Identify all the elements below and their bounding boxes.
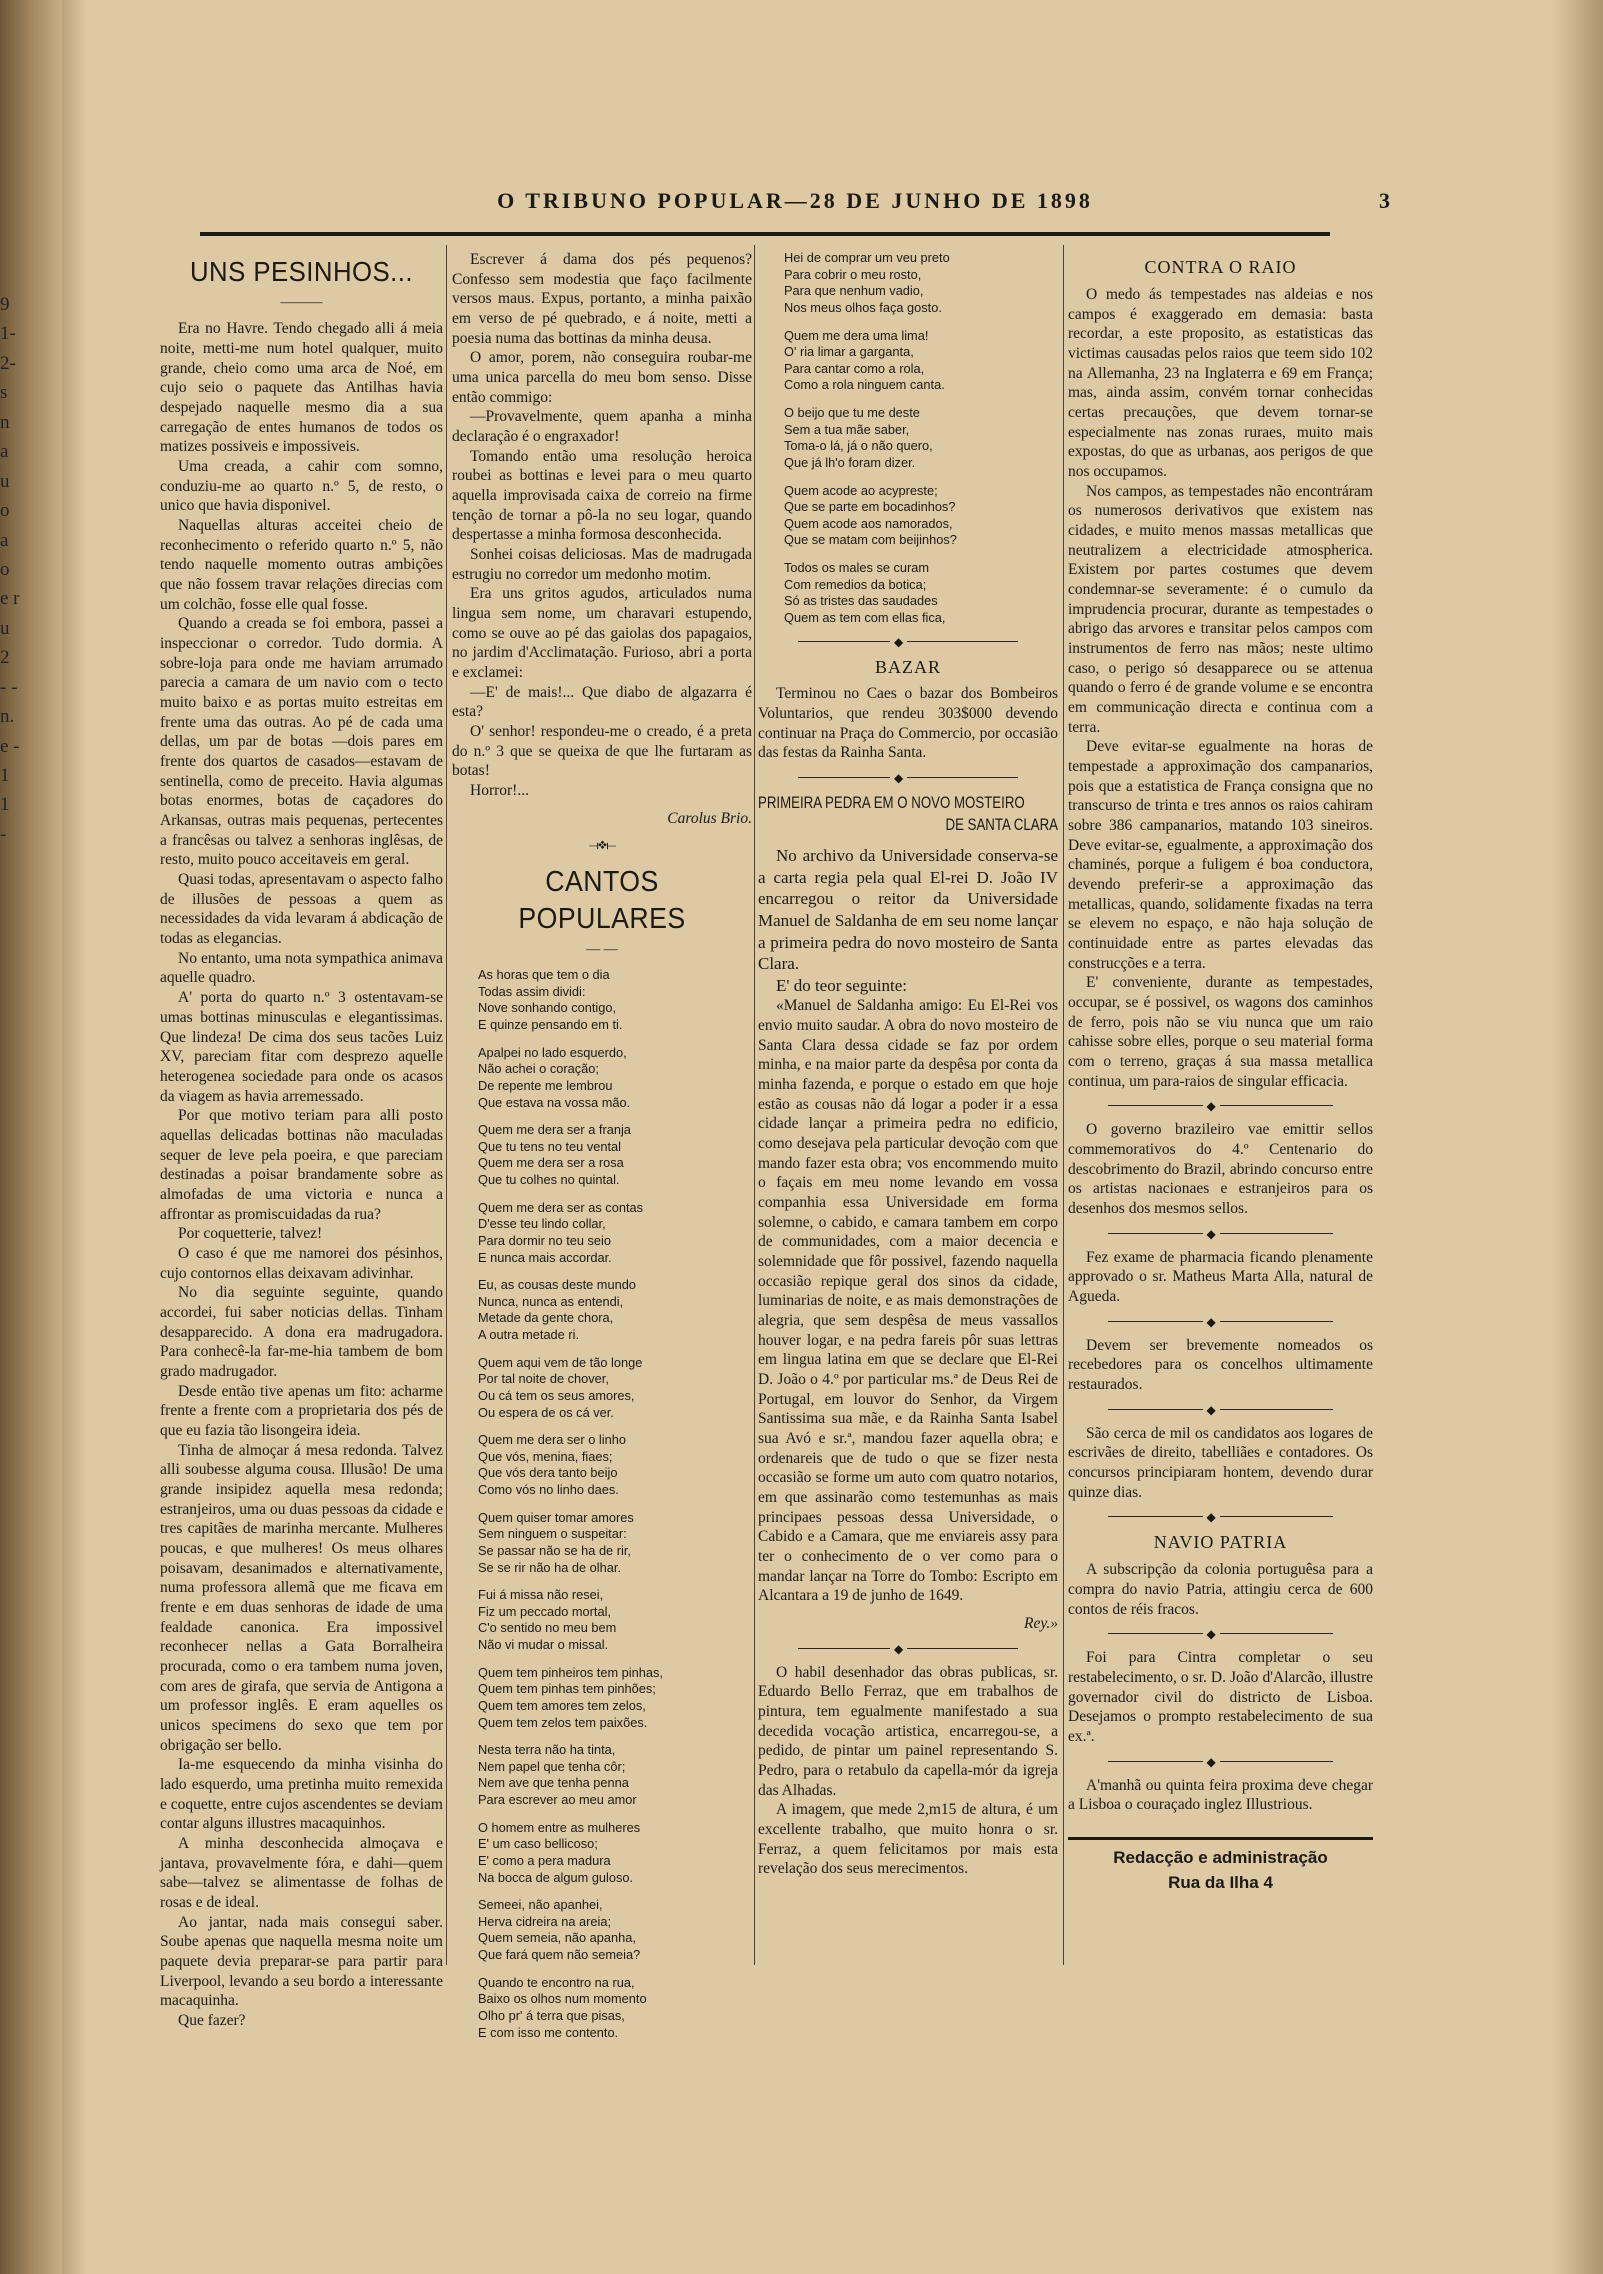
verse-line: Sem a tua mãe saber, [784,421,910,437]
ornament-rule [1108,1402,1333,1417]
verse-block [452,967,752,2041]
verse-line: Herva cidreira na areia; [478,1913,612,1929]
paragraph: Quando a creada se foi embora, passei a inspeccionar o corredor. Tudo dormia. A sobre-loja para onde me haviam arrumado parecia a camara de um navio com o tecto muito baixo e as portas muito estreitas em frente uma das outras. Ao pé de cada uma dellas, um par de botas —dois pares em frente dos quartos de casados—estavam de sentinella, como de preceito. Havia algumas botas enormes, botas de caçadores do Arkansas, outras mais pequenas, pertecentes a francêsas ou talvez a senhoras inglêsas, de resto, muito pouco acceitaveis em geral. [160,615,443,869]
ornament-rule [1108,1226,1333,1241]
verse-block [758,250,1058,627]
verse-line: Quem me dera uma lima! [784,327,929,343]
verse-line: Que vós dera tanto beijo [478,1465,618,1481]
ornament-rule [798,634,1018,649]
verse-line: Baixo os olhos num momento [478,1991,647,2007]
paragraph: A minha desconhecida almoçava e jantava, provavelmente fóra, e dahi—quem sabe—talvez se alimentasse de folhas de rosas e de ideal. [160,1835,443,1912]
verse-line: Apalpei no lado esquerdo, [478,1044,627,1060]
paragraph: Terminou no Caes o bazar dos Bombeiros Voluntarios, que rendeu 303$000 devendo continuar na Praça do Commercio, por occasião das festas da Rainha Santa. [758,685,1058,762]
verse-line: Semeei, não apanhei, [478,1897,603,1913]
stanza [784,250,1058,317]
paragraph: A' porta do quarto n.º 3 ostentavam-se umas bottinas minusculas e elegantissimas. Que lindeza! De cima dos seus tacões Luiz XV, pareciam fitar com desprezo aquelle heterogenea sociedade para onde os acasos da viagem as havia arremessado. [160,989,443,1105]
verse-line: Para que nenhum vadio, [784,283,924,299]
section-title: CANTOS POPULARES [518,865,686,935]
verse-line: Que vós, menina, fiaes; [478,1448,613,1464]
paragraph: Tinha de almoçar á mesa redonda. Talvez alli soubesse alguma cousa. Illusão! De uma grande insipidez aquella mesa redonda; estranjeiros, uma ou duas pessoas da cidade e tres capitães de marinha mercante. Mulheres poucas, e que mulheres! Os meus olhares poisavam, desanimados e alternativamente, numa professora allemã que me ficava em frente e em duas senhoras de idade de uma fealdade canonica. Era impossivel reconhecer nellas a Gata Borralheira procurada, como o era tambem numa joven, com ares de girafa, que servia de Antigona a um professor inglês. E eram aquelles os unicos specimens do sexo que tem por obrigação ser bello. [160,1441,443,1754]
stanza [784,405,1058,472]
section-title: PRIMEIRA PEDRA EM O NOVO MOSTEIRO [758,793,1025,813]
stanza [478,1355,752,1422]
verse-line: Ou espera de os cá ver. [478,1404,614,1420]
verse-line: Quem aqui vem de tão longe [478,1354,643,1370]
paragraph: Quasi todas, apresentavam o aspecto falho de illusões de pessoas a quem as necessidades da vida levaram á abdicação de todas as elegancias. [160,871,443,948]
paragraph: Escrever á dama dos pés pequenos? Confesso sem modestia que faço facilmente versos maus. Expus, portanto, a minha paixão em verso de pé quebrado, e á noite, metti a poesia numa das bottinas da minha deusa. [452,251,752,347]
book-spine [0,0,68,2274]
verse-line: Que estava na vossa mão. [478,1094,631,1110]
verse-line: Quem tem pinheiros tem pinhas, [478,1664,663,1680]
verse-line: Quem quiser tomar amores [478,1509,634,1525]
column-4 [1068,250,1373,1895]
paragraph: Por coquetterie, talvez! [178,1225,323,1243]
ornament: ⟞❖⟝ [588,838,616,853]
verse-line: Eu, as cousas deste mundo [478,1277,636,1293]
paragraph: O' senhor! respondeu-me o creado, é a preta do n.º 3 que se queixa de que lhe furtaram as botas! [452,723,752,780]
verse-line: Quem me dera ser as contas [478,1199,644,1215]
verse-line: De repente me lembrou [478,1077,613,1093]
verse-line: Olho pr' á terra que pisas, [478,2007,625,2023]
diamond-icon: ◆ [1203,1627,1220,1642]
verse-line: Quem acode aos namorados, [784,515,953,531]
verse-line: Todas assim dividi: [478,983,586,999]
paragraph: Uma creada, a cahir com somno, conduziu-me ao quarto n.º 5, de resto, o unico que havia disponivel. [160,458,443,515]
ornament-rule [1108,1099,1333,1114]
diamond-icon: ◆ [1203,1510,1220,1525]
paragraph: A subscripção da colonia portuguêsa para a compra do navio Patria, attingiu cerca de 600 contos de réis fracos. [1068,1561,1373,1618]
verse-line: As horas que tem o dia [478,967,610,983]
column-1 [160,250,443,2031]
verse-line: Nos meus olhos faça gosto. [784,299,942,315]
diamond-icon: ◆ [1203,1403,1220,1418]
verse-line: Para cobrir o meu rosto, [784,266,922,282]
verse-line: Como vós no linho daes. [478,1482,619,1498]
paragraph: O governo brazileiro vae emittir sellos commemorativos do 4.º Centenario do descobrimento do Brazil, abrindo concurso entre os artistas nacionaes e estranjeiros para os desenhos dos mesmos sellos. [1068,1121,1373,1218]
article-title: UNS PESINHOS... [189,256,414,287]
stanza [478,1432,752,1499]
stanza [478,1122,752,1189]
stanza [478,1897,752,1964]
verse-line: Que fará quem não semeia? [478,1947,641,1963]
paragraph: A'manhã ou quinta feira proxima deve chegar a Lisboa o couraçado inglez Illustrious. [1068,1776,1373,1814]
ornament-rule [798,1641,1018,1656]
stanza [478,1742,752,1809]
verse-line: Não vi mudar o missal. [478,1637,609,1653]
verse-line: Sem ninguem o suspeitar: [478,1526,627,1542]
paragraph: —E' de mais!... Que diabo de algazarra é esta? [452,683,752,721]
verse-line: Toma-o lá, já o não quero, [784,438,933,454]
paragraph: Que fazer? [178,2012,246,2030]
paragraph: O caso é que me namorei dos pésinhos, cujo contornos ellas deixavam adivinhar. [160,1244,443,1282]
column-rule [446,245,447,1965]
diamond-icon: ◆ [1203,1099,1220,1114]
paragraph: Foi para Cintra completar o seu restabelecimento, o sr. D. João d'Alarcão, illustre governador civil do districto de Lisboa. Desejamos o prompto restabelecimento de sua ex.ª. [1068,1649,1373,1746]
column-rule [1063,245,1064,1965]
masthead-line: O TRIBUNO POPULAR—28 DE JUNHO DE 1898 [497,188,1093,213]
verse-line: Ou cá tem os seus amores, [478,1387,635,1403]
diamond-icon: ◆ [1203,1755,1220,1770]
verse-line: Quem tem amores tem zelos, [478,1697,646,1713]
verse-line: Para escrever ao meu amor [478,1792,637,1808]
verse-line: Que tu colhes no quintal. [478,1172,620,1188]
paragraph: —Provavelmente, quem apanha a minha declaração é o engraxador! [452,408,752,446]
verse-line: Todos os males se curam [784,560,930,575]
verse-line: Quem as tem com ellas fica, [784,609,946,625]
title-dash: ——— [280,294,323,310]
verse-line: Na bocca de algum guloso. [478,1869,634,1885]
diamond-icon: ◆ [1203,1227,1220,1242]
verse-line: D'esse teu lindo collar, [478,1216,606,1232]
verse-line: O homem entre as mulheres [478,1819,641,1835]
stanza [784,560,1058,627]
stanza [478,1045,752,1112]
paragraph: E' conveniente, durante as tempestades, occupar, se é possivel, os wagons dos caminhos de ferro, pois não se viu nunca que um raio cahisse sobre elles, porque o seu material forma com o terreno, graças á sua massa metallica continua, um para-raios de singular efficacia. [1068,974,1373,1090]
ornament-rule [1108,1510,1333,1525]
diamond-icon: ◆ [890,1642,907,1657]
paragraph: Devem ser brevemente nomeados os recebedores para os concelhos ultimamente restaurados. [1068,1336,1373,1394]
verse-line: E com isso me contento. [478,2024,619,2040]
verse-line: Quando te encontro na rua, [478,1974,635,1990]
paragraph: A imagem, que mede 2,m15 de altura, é um excellente trabalho, que muito honra o sr. Ferraz, a quem felicitamos por mais esta revelação dos seus merecimentos. [758,1801,1058,1878]
paragraph: Era uns gritos agudos, articulados numa lingua sem nome, um charavari estupendo, como se ouve ao pé das gaiolas dos papagaios, no jardim d'Acclimatação. Furioso, abri a porta e exclamei: [452,585,752,682]
verse-line: Nesta terra não ha tinta, [478,1742,616,1758]
verse-line: Quem me dera ser o linho [478,1432,626,1448]
paragraph: No archivo da Universidade conserva-se a carta regia pela qual El-rei D. João IV encarregou o reitor da Universidade Manuel de Saldanha de em seu nome lançar a primeira pedra do novo mosteiro de Santa Clara. [758,846,1058,974]
paragraph: Horror!... [470,782,529,800]
verse-line: Que tu tens no teu vental [478,1138,621,1154]
diamond-icon: ◆ [890,771,907,786]
signature: Carolus Brio. [667,809,752,827]
section-title: NAVIO PATRIA [1153,1532,1288,1553]
verse-line: Nem ave que tenha penna [478,1775,629,1791]
paragraph: Tomando então uma resolução heroica roubei as bottinas e levei para o meu quarto aquella improvisada caixa de correio na firme tenção de tornar a pô-la no seu logar, quando despertasse a minha formosa desconhecida. [452,447,752,544]
paragraph: São cerca de mil os candidatos aos logares de escrivães de direito, tabelliães e contadores. Os concursos principiaram hontem, devendo durar quinze dias. [1068,1424,1373,1501]
verse-line: Só as tristes das saudades [784,593,938,609]
stanza [478,1665,752,1732]
paragraph: Sonhei coisas deliciosas. Mas de madrugada estrugiu no corredor um medonho motim. [452,546,752,583]
stanza [478,1820,752,1887]
verse-line: Metade da gente chora, [478,1310,614,1326]
ornament-rule [1108,1754,1333,1769]
verse-line: Se se rir não ha de olhar. [478,1559,621,1575]
ornament-rule [1108,1627,1333,1642]
verse-line: Hei de comprar um veu preto [784,250,950,265]
verse-line: Quem semeia, não apanha, [478,1930,636,1946]
address-line: Rua da Ilha 4 [1168,1872,1273,1892]
verse-line: Quem acode ao acypreste; [784,482,938,498]
redacao-line: Redacção e administração [1113,1848,1328,1868]
verse-line: Nem papel que tenha côr; [478,1758,626,1774]
paragraph: Deve evitar-se egualmente na horas de tempestade a approximação dos campanarios, pois que a estatistica de França consigna que no transcurso de trinta e tres annos os raios cahiram sobre 386 campanarios, matando 103 sineiros. Deve evitar-se, egualmente, a approximação dos chaminés, porque a fuligem é boa conductora, devendo preferir-se a approximação das metallicas, quando, solidamente fixadas na terra se elevem no espaço, e não haja solução de continuidade entre as partes elevadas das construcções e a terra. [1068,738,1373,972]
section-title: DE SANTA CLARA [945,814,1058,834]
verse-line: Nove sonhando contigo, [478,1000,617,1016]
stanza [784,483,1058,550]
paragraph: Desde então tive apenas um fito: acharme frente a frente com a proprietaria dos pés de que eu fazia tão lisongeira ideia. [160,1382,443,1439]
paragraph: Naquellas alturas acceitei cheio de reconhecimento o referido quarto n.º 5, não tendo naquelle momento outras ambições que não fossem travar relações direcias com um colchão, fosse elle qual fosse. [160,517,443,613]
stanza [478,1587,752,1654]
verse-line: Quem me dera ser a franja [478,1122,631,1138]
verse-line: Que se parte em bocadinhos? [784,499,956,515]
ornament-rule [1108,1314,1333,1329]
page-header [200,188,1390,218]
column-3 [758,250,1058,1879]
paragraph: Ao jantar, nada mais consegui saber. Soube apenas que naquella mesma noite um paquete devia preparar-se para partir para Liverpool, levando a seu bordo a interessante macaquinha. [160,1913,443,2010]
verse-line: Quem tem zelos tem paixões. [478,1714,648,1730]
stanza [478,967,752,1034]
paragraph: Era no Havre. Tendo chegado alli á meia noite, metti-me num hotel qualquer, muito grande, cheio como uma arca de Noé, em cujo seio o paquete das Antilhas havia despejado naquelle mesmo dia a sua carregação de entes humanos de todos os matizes possiveis e impossiveis. [160,320,443,456]
column-rule [754,245,755,1965]
verse-line: Por tal noite de chover, [478,1371,609,1387]
verse-line: Nunca, nunca as entendi, [478,1293,624,1309]
header-rule [200,232,1330,236]
stanza [784,328,1058,395]
signature: Rey.» [1024,1615,1058,1633]
verse-line: O' ria limar a garganta, [784,344,914,360]
verse-line: C'o sentido no meu bem [478,1620,617,1636]
verse-line: Não achei o coração; [478,1061,599,1077]
verse-line: Com remedios da botica; [784,576,927,592]
stanza [478,1510,752,1577]
verse-line: Que já lh'o foram dizer. [784,454,916,470]
section-title: CONTRA O RAIO [1144,257,1297,277]
verse-line: A outra metade ri. [478,1327,580,1343]
paragraph: O medo ás tempestades nas aldeias e nos campos é exaggerado em demasia: basta recordar, a este proposito, as estatisticas das victimas causadas pelos raios que teem sido 102 na Allemanha, 23 na Inglaterra e 69 em França; mas, ainda assim, convém tornar conhecidas certas precauções, que devem tornar-se especialmente nas zonas ruraes, muito mais expostas, do que as urbanas, aos perigos de que nos occupamos. [1068,285,1373,480]
paragraph: E' do teor seguinte: [776,975,908,995]
verse-line: Fui á missa não resei, [478,1587,604,1603]
paragraph: No dia seguinte seguinte, quando accordei, fui saber noticias dellas. Tinham desapparecido. A dona era madrugadora. Para conhecê-la far-me-hia tambem de bom grado madrugador. [160,1284,443,1380]
verse-line: E' como a pera madura [478,1852,611,1868]
verse-line: Que se matam com beijinhos? [784,532,957,548]
verse-line: Quem me dera ser a rosa [478,1155,624,1171]
verse-line: Quem tem pinhas tem pinhões; [478,1681,656,1697]
verse-line: E quinze pensando em ti. [478,1017,623,1033]
title-dash: — — [586,942,618,958]
verse-line: Para cantar como a rola, [784,360,925,376]
paragraph: «Manuel de Saldanha amigo: Eu El-Rei vos envio muito saudar. A obra do novo mosteiro de Santa Clara dessa cidade se faz por ordem minha, e na maior parte da despêsa por conta da minha fazenda, e porque o estado em que hoje estão as cousas não dá logar a poder ir a essa cidade lançar a primeira pedra no edificio, como desejava pela particular devoção com que mando fazer esta obra; vos encommendo muito o façais em meu nome levando em vossa companhia essa Universidade em forma solemne, o cabido, e camara tambem em corpo de communidades, com a maior decencia e solemnidade que fôr possivel, fazendo naquella occasião repique geral dos sinos da cidade, luminarias de noite, e as mais demonstrações de alegria, que sem despêsa de meus vassallos houver logar, e na pedra fareis pôr suas lettras em lingua latina em que se declare que El-Rei D. João o 4.º por particular ms.ª de Deus Rei de Portugal, em louvor do Senhor, da Virgem Santissima sua mãe, e da Rainha Santa Isabel sua Avó e sr.ª, mandou fazer aquella obra; e ordenareis que de tudo o que se fizer nesta occasião se forme um auto com quatro notarios, em que assinarão como testemunhas as mais principaes pessoas dessa Universidade, o Cabido e a Camara, que me enviareis assy para ter o conhecimento de o ver como para o mandar lançar na Torre do Tombo: Escripto em Alcantara a 19 de junho de 1649. [758,997,1058,1605]
stanza [478,1277,752,1344]
verse-line: E' um caso bellicoso; [478,1836,598,1852]
verse-line: Para dormir no teu seio [478,1232,612,1248]
verse-line: E nunca mais accordar. [478,1249,612,1265]
verse-line: O beijo que tu me deste [784,405,920,420]
spine-fragments: 9 1- 2- s n a u o a o e r u 2 - - n. e - 1 1 - [0,294,20,845]
redacao-box [1068,1837,1373,1895]
section-title: BAZAR [874,656,941,677]
diamond-icon: ◆ [890,635,907,650]
column-2 [452,250,752,2052]
paragraph: Ia-me esquecendo da minha visinha do lado esquerdo, uma pretinha muito remexida e coquette, entre cujos ascendentes se deviam contar alguns illustres macaquinhos. [160,1756,443,1833]
paragraph: Nos campos, as tempestades não encontráram os numerosos derivativos que existem nas cidades, e muito menos massas metallicas que neutralizem a electricidade atmospherica. Existem por partes costumes que devem condemnar-se severamente: é o cumulo da imprudencia procurar, durante as tempestades o abrigo das arvores e transitar pelos campos com instrumentos de ferro nas mãos; neste ultimo caso, o perigo só desapparece ou se attenua quando o ferro é de grande volume e se encontra em communicação directa e continua com a terra. [1068,482,1373,736]
diamond-icon: ◆ [1203,1315,1220,1330]
verse-line: Como a rola ninguem canta. [784,377,945,393]
stanza [478,1200,752,1267]
verse-line: Fiz um peccado mortal, [478,1603,611,1619]
paragraph: Por que motivo teriam para alli posto aquellas delicadas bottinas não maculadas sequer de leve pela poeira, e que pareciam destinadas a poisar brandamente sobre as almofadas de uma victoria e nunca a affrontar as promiscuidadas da rua? [160,1107,443,1223]
page-number: 3 [1379,188,1390,213]
verse-line: Se passar não se ha de rir, [478,1542,631,1558]
paragraph: O habil desenhador das obras publicas, sr. Eduardo Bello Ferraz, que em trabalhos de pintura, tem egualmente manifestado a sua decedida vocação artistica, encarregou-se, a pedido, de pintar um painel representando S. Pedro, para o retabulo da capella-mór da igreja das Alhadas. [758,1663,1058,1799]
paragraph: O amor, porem, não conseguira roubar-me uma unica parcella do meu bom senso. Disse então commigo: [452,349,752,406]
paragraph: Fez exame de pharmacia ficando plenamente approvado o sr. Matheus Marta Alla, natural de Agueda. [1068,1248,1373,1306]
stanza [478,1975,752,2042]
paragraph: No entanto, uma nota sympathica animava aquelle quadro. [160,949,443,987]
ornament-rule [798,771,1018,786]
